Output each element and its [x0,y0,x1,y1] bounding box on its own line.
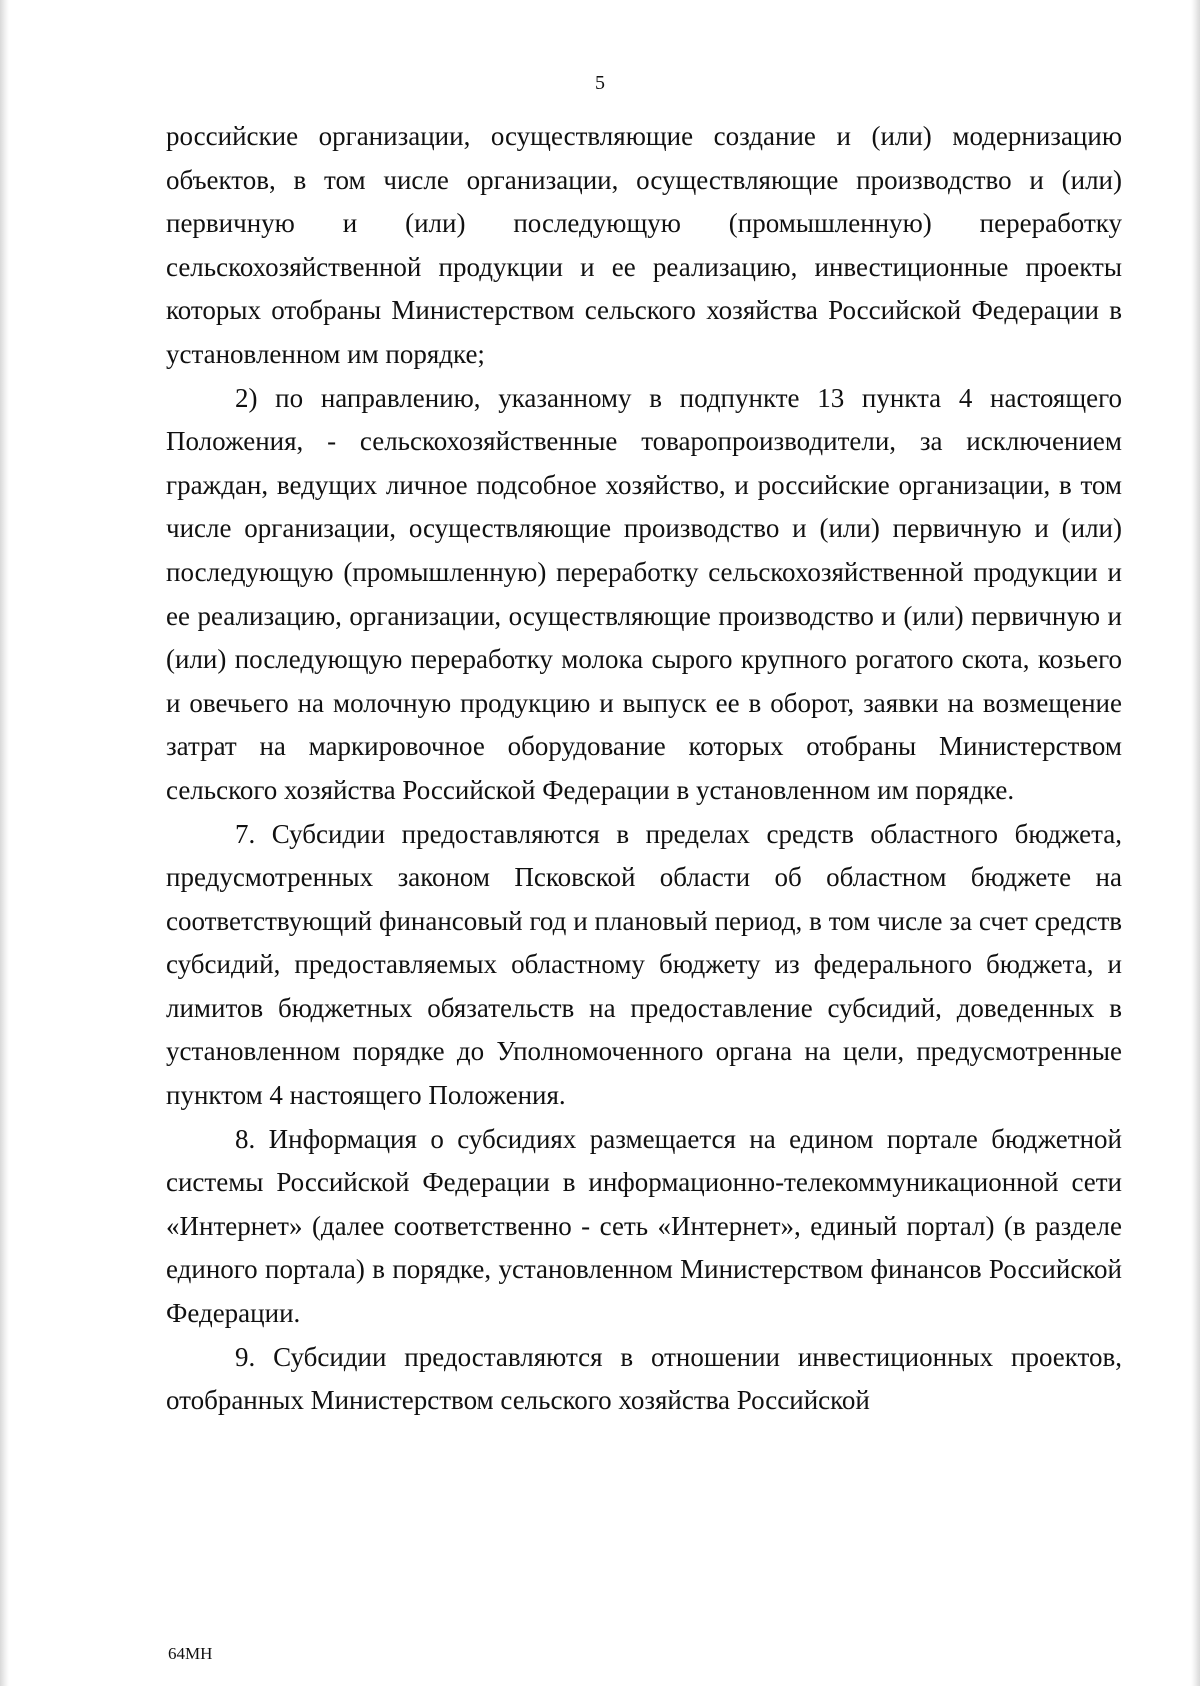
document-body [166,115,1122,1423]
footer-document-code: 64МН [168,1644,213,1663]
scan-edge-right [1191,0,1200,1686]
paragraph-item-8: 8. Информация о субсидиях размещается на едином портале бюджетной системы Российской Федерации в информационно-телекоммуникационной сети «Интернет» (далее соответственно - сеть «Интернет», единый портал) (в разделе единого портала) в порядке, установленном Министерством финансов Российской Федерации. [166,1123,1122,1329]
paragraph-organizations-continued: российские организации, осуществляющие создание и (или) модернизацию объектов, в том числе организации, осуществляющие производство и (или) первичную и (или) последующую (промышленную) переработку сельскохозяйственной продукции и ее реализацию, инвестиционные проекты которых отобраны Министерством сельского хозяйства Российской Федерации в установленном им порядке; [166,121,1122,369]
paragraph-item-7: 7. Субсидии предоставляются в пределах средств областного бюджета, предусмотренных законом Псковской области об областном бюджете на соответствующий финансовый год и плановый период, в том числе за счет средств субсидий, предоставляемых областному бюджету из федерального бюджета, и лимитов бюджетных обязательств на предоставление субсидий, доведенных в установленном порядке до Уполномоченного органа на цели, предусмотренные пунктом 4 настоящего Положения. [166,818,1122,1111]
paragraph-item-2: 2) по направлению, указанному в подпункте 13 пункта 4 настоящего Положения, - сельскохозяйственные товаропроизводители, за исключением граждан, ведущих личное подсобное хозяйство, и российские организации, в том числе организации, осуществляющие производство и (или) первичную и (или) последующую (промышленную) переработку сельскохозяйственной продукции и ее реализацию, организации, осуществляющие производство и (или) первичную и (или) последующую переработку молока сырого крупного рогатого скота, козьего и овечьего на молочную продукцию и выпуск ее в оборот, заявки на возмещение затрат на маркировочное оборудование которых отобраны Министерством сельского хозяйства Российской Федерации в установленном им порядке. [166,382,1122,805]
scan-edge-left [0,0,9,1686]
page-number: 5 [595,72,605,94]
paragraph-item-9: 9. Субсидии предоставляются в отношении инвестиционных проектов, отобранных Министерством сельского хозяйства Российской [166,1341,1122,1416]
